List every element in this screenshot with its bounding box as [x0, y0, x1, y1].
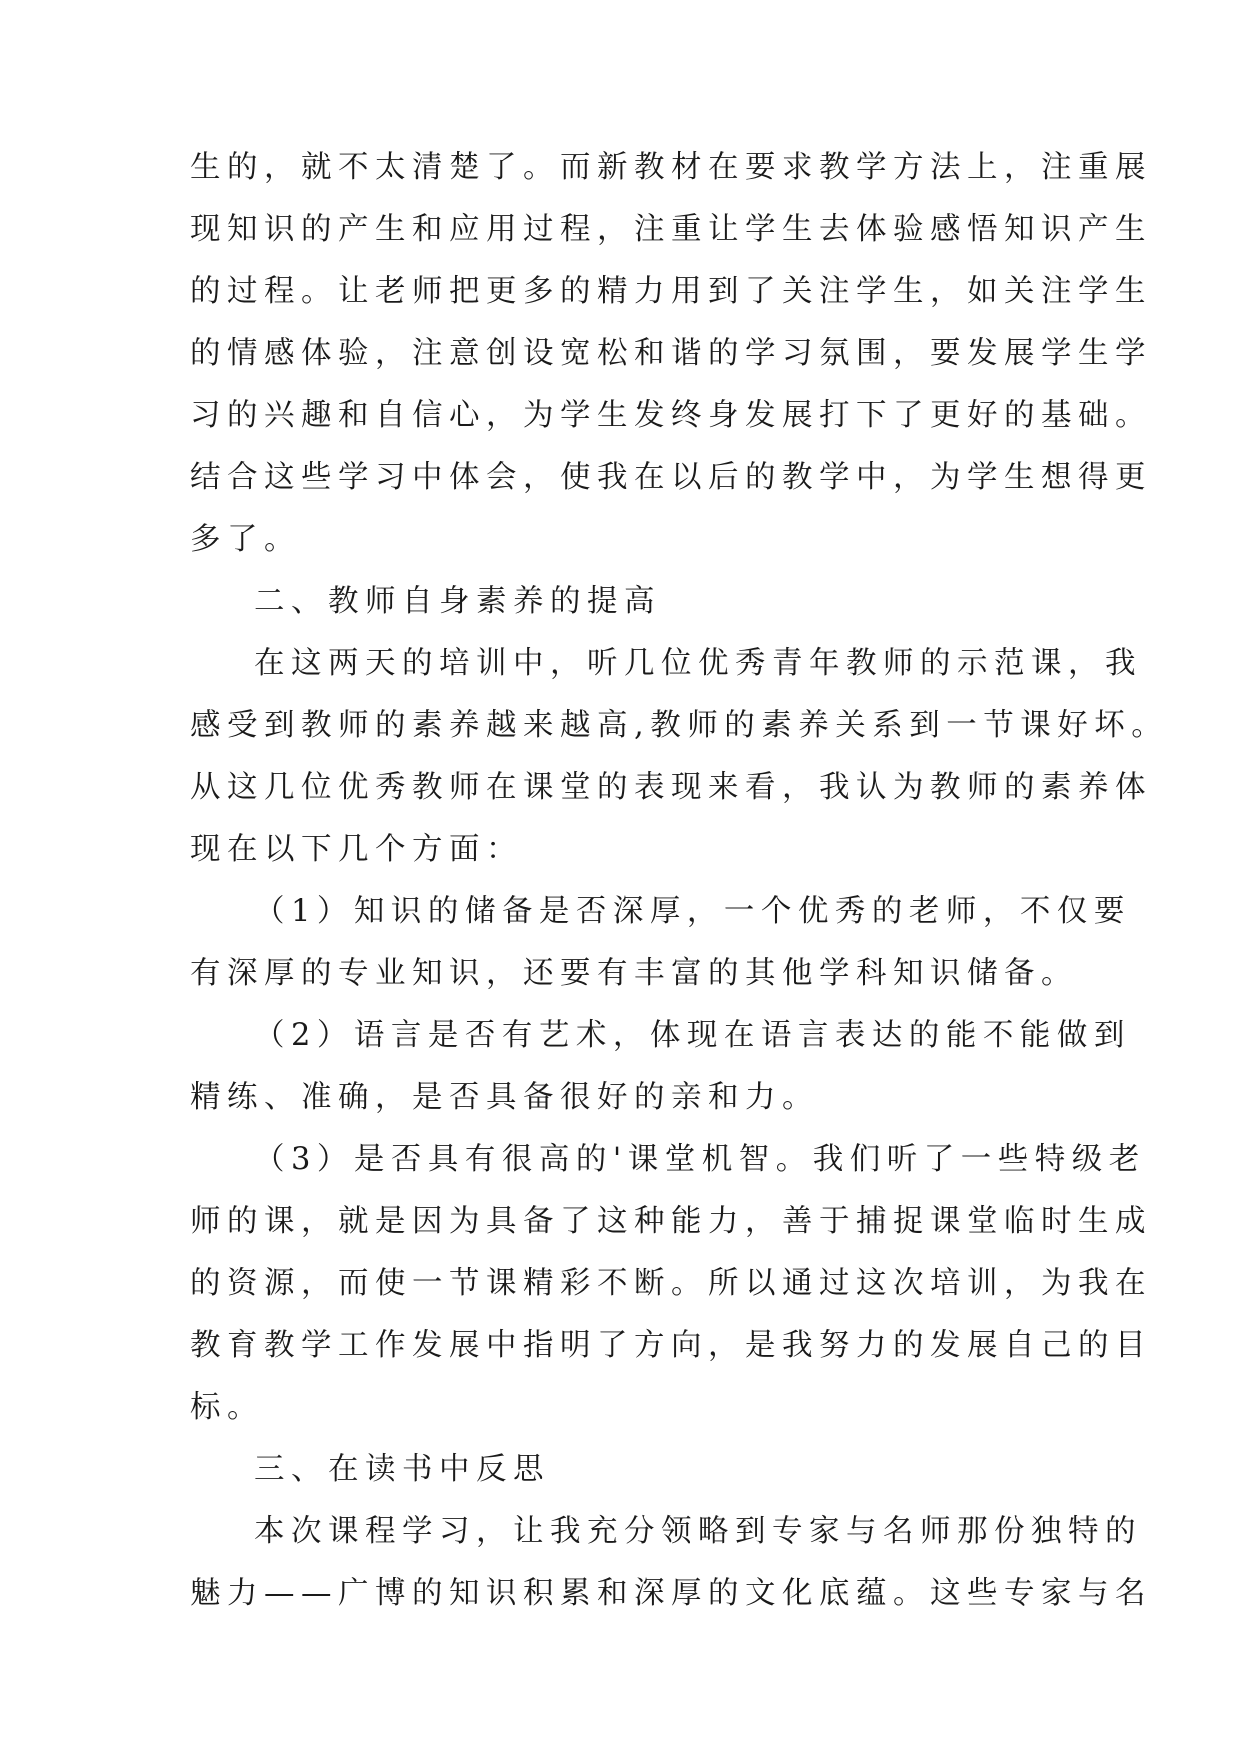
- body-line: 精练、准确，是否具备很好的亲和力。: [190, 1080, 819, 1115]
- section-heading: 三、在读书中反思: [254, 1452, 550, 1487]
- section-heading: 二、教师自身素养的提高: [254, 584, 661, 619]
- list-item: （3）是否具有很高的'课堂机智。我们听了一些特级老: [254, 1142, 1146, 1177]
- body-line: 有深厚的专业知识，还要有丰富的其他学科知识储备。: [190, 956, 1078, 991]
- body-line: 的资源，而使一节课精彩不断。所以通过这次培训，为我在: [190, 1266, 1152, 1301]
- body-line: 魅力——广博的知识积累和深厚的文化底蕴。这些专家与名: [190, 1576, 1152, 1611]
- body-line: 现在以下几个方面：: [190, 832, 523, 867]
- body-line: 标。: [190, 1390, 264, 1425]
- body-line: 从这几位优秀教师在课堂的表现来看，我认为教师的素养体: [190, 770, 1152, 805]
- body-line: 感受到教师的素养越来越高,教师的素养关系到一节课好坏。: [190, 708, 1169, 743]
- body-line: 教育教学工作发展中指明了方向，是我努力的发展自己的目: [190, 1328, 1152, 1363]
- body-line: 本次课程学习，让我充分领略到专家与名师那份独特的: [254, 1514, 1142, 1549]
- body-line: 在这两天的培训中，听几位优秀青年教师的示范课，我: [254, 646, 1142, 681]
- body-line: 的过程。让老师把更多的精力用到了关注学生，如关注学生: [190, 274, 1152, 309]
- body-line: 生的，就不太清楚了。而新教材在要求教学方法上，注重展: [190, 150, 1152, 185]
- body-line: 习的兴趣和自信心，为学生发终身发展打下了更好的基础。: [190, 398, 1152, 433]
- body-line: 现知识的产生和应用过程，注重让学生去体验感悟知识产生: [190, 212, 1152, 247]
- body-line: 结合这些学习中体会，使我在以后的教学中，为学生想得更: [190, 460, 1152, 495]
- list-item: （2）语言是否有艺术，体现在语言表达的能不能做到: [254, 1018, 1131, 1053]
- body-line: 的情感体验，注意创设宽松和谐的学习氛围，要发展学生学: [190, 336, 1152, 371]
- list-item: （1）知识的储备是否深厚，一个优秀的老师，不仅要: [254, 894, 1131, 929]
- body-line: 多了。: [190, 522, 301, 557]
- body-line: 师的课，就是因为具备了这种能力，善于捕捉课堂临时生成: [190, 1204, 1152, 1239]
